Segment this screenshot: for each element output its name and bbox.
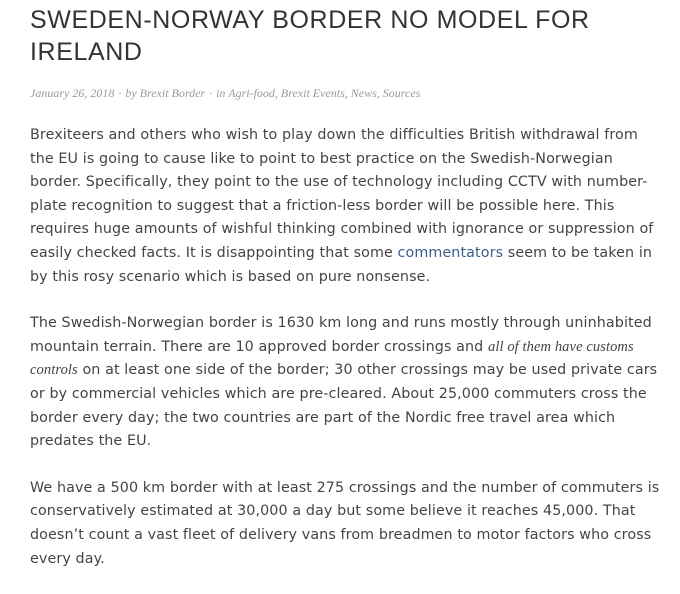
paragraph-1-text: Brexiteers and others who wish to play down the difficulties British withdrawal from the EU is going to cause like to point to best practice on the Swedish-Norwegian border. Specifically, they point to the use of technology including CCTV with number-plate recognition to suggest that a friction-less border will be possible here. This requires huge amounts of wishful thinking combined with ignorance or suppression of easily checked facts. It is disappointing that some — [30, 127, 654, 261]
category-link-brexit-events[interactable]: Brexit Events — [280, 86, 345, 100]
author-link[interactable]: Brexit Border — [139, 86, 206, 100]
meta-separator: · — [206, 86, 216, 100]
paragraph-2-text-end: on at least one side of the border; 30 other crossings may be used private cars or by commercial vehicles which are pre-cleared. About 25,000 commuters cross the border every day; the two countries are part of the Nordic free travel area which predates the EU. — [30, 362, 658, 450]
category-link-news[interactable]: News — [350, 86, 377, 100]
paragraph-3-text: We have a 500 km border with at least 275 crossings and the number of commuters is conservatively estimated at 30,000 a day but some believe it reaches 45,000. That doesn’t count a vast fleet of delivery vans from breadmen to motor factors who cross every day. — [30, 479, 660, 567]
by-label: by — [125, 86, 137, 100]
customs-emphasis: all of them have customs controls — [30, 338, 634, 379]
post-meta: January 26, 2018 · by Brexit Border · in Agri-food, Brexit Events, News, Sources — [30, 86, 421, 100]
in-label: in — [216, 86, 226, 100]
article-content — [30, 124, 660, 571]
paragraph-2 — [30, 312, 660, 454]
meta-separator: · — [115, 86, 125, 100]
post-date[interactable]: January 26, 2018 — [30, 86, 115, 100]
paragraph-1 — [30, 124, 660, 289]
article — [30, 0, 660, 594]
commentators-link[interactable]: commentators — [397, 244, 504, 261]
category-link-agri-food[interactable]: Agri-food — [228, 86, 275, 100]
paragraph-3 — [30, 477, 660, 571]
paragraph-1-text-end: seem to be taken in by this rosy scenario which is based on pure nonsense. — [30, 244, 653, 285]
article-title: SWEDEN-NORWAY BORDER NO MODEL FOR IRELAND — [30, 6, 590, 66]
paragraph-2-text: The Swedish-Norwegian border is 1630 km long and runs mostly through uninhabited mountain terrain. There are 10 approved border crossings and — [30, 315, 652, 355]
category-link-sources[interactable]: Sources — [382, 86, 421, 100]
